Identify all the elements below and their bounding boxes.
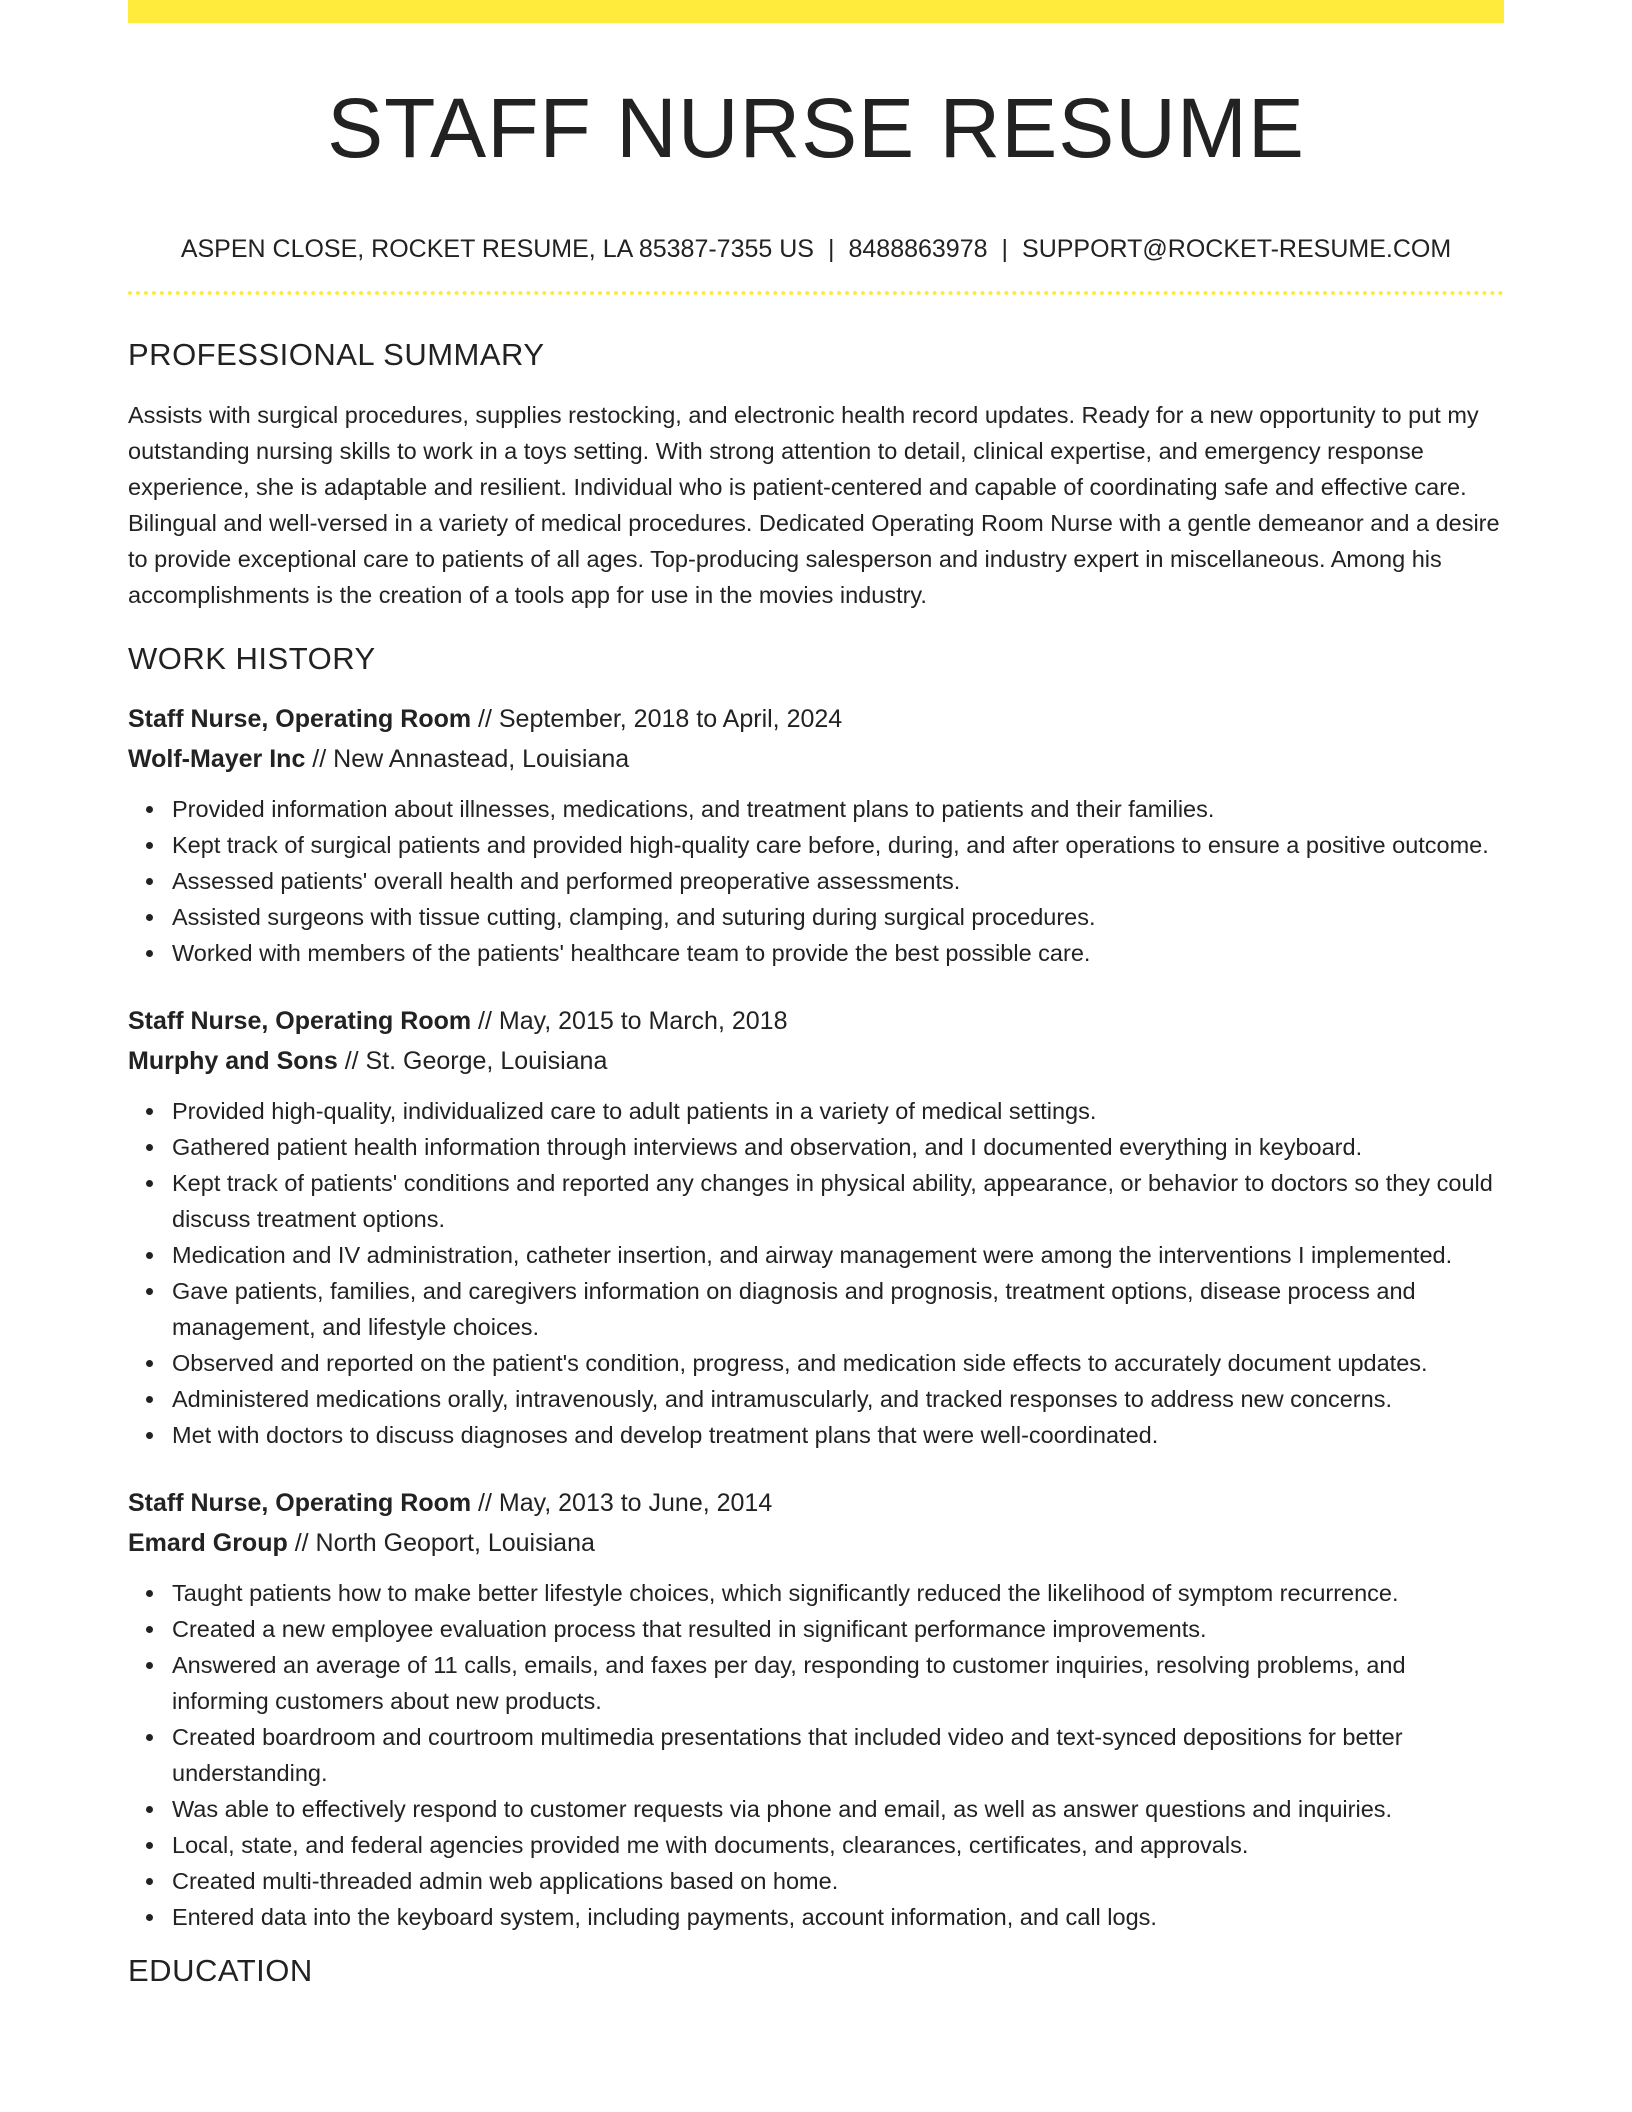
- job-bullet: Answered an average of 11 calls, emails, and faxes per day, responding to customer inquiries, resolving problems, and informing customers about new products.: [172, 1647, 1504, 1719]
- job-company-line: [128, 1041, 1504, 1081]
- job-bullet: Created multi-threaded admin web applications based on home.: [172, 1863, 1504, 1899]
- education-heading: EDUCATION: [128, 1953, 313, 1988]
- summary-text: Assists with surgical procedures, supplies restocking, and electronic health record updates. Ready for a new opportunity to put my outstanding nursing skills to work in a toys setting. With strong attention to detail, clinical expertise, and emergency response experience, she is adaptable and resilient. Individual who is patient-centered and capable of coordinating safe and effective care. Bilingual and well-versed in a variety of medical procedures. Dedicated Operating Room Nurse with a gentle demeanor and a desire to provide exceptional care to patients of all ages. Top-producing salesperson and industry expert in miscellaneous. Among his accomplishments is the creation of a tools app for use in the movies industry.: [128, 402, 1500, 608]
- job-bullet-list: [128, 1575, 1504, 1935]
- job-bullet: Provided high-quality, individualized care to adult patients in a variety of medical settings.: [172, 1093, 1504, 1129]
- job-bullet: Met with doctors to discuss diagnoses and develop treatment plans that were well-coordinated.: [172, 1417, 1504, 1453]
- job-company: Wolf-Mayer Inc: [128, 745, 306, 773]
- resume-content: [128, 0, 1504, 1991]
- job-location: // St. George, Louisiana: [344, 1047, 608, 1075]
- job-entry: [128, 1483, 1504, 1935]
- contact-address: ASPEN CLOSE, ROCKET RESUME, LA 85387-7355 US: [180, 235, 814, 263]
- job-bullet: Medication and IV administration, catheter insertion, and airway management were among the interventions I implemented.: [172, 1237, 1504, 1273]
- job-bullet: Created a new employee evaluation process that resulted in significant performance improvements.: [172, 1611, 1504, 1647]
- job-company-line: [128, 1523, 1504, 1563]
- contact-line: [128, 233, 1504, 265]
- job-bullet-list: [128, 791, 1504, 971]
- job-role: Staff Nurse, Operating Room: [128, 705, 472, 733]
- job-company-line: [128, 739, 1504, 779]
- job-bullet-list: [128, 1093, 1504, 1453]
- job-bullet: Gathered patient health information through interviews and observation, and I documented everything in keyboard.: [172, 1129, 1504, 1165]
- job-title-line: [128, 699, 1504, 739]
- job-bullet: Worked with members of the patients' healthcare team to provide the best possible care.: [172, 935, 1504, 971]
- job-bullet: Was able to effectively respond to customer requests via phone and email, as well as answer questions and inquiries.: [172, 1791, 1504, 1827]
- work-history-heading: WORK HISTORY: [128, 641, 376, 676]
- contact-email: SUPPORT@ROCKET-RESUME.COM: [1022, 235, 1452, 263]
- job-dates: // September, 2018 to April, 2024: [478, 705, 843, 733]
- contact-phone: 8488863978: [848, 235, 988, 263]
- job-company: Emard Group: [128, 1529, 288, 1557]
- job-bullet: Observed and reported on the patient's condition, progress, and medication side effects to accurately document updates.: [172, 1345, 1504, 1381]
- job-bullet: Provided information about illnesses, medications, and treatment plans to patients and their families.: [172, 791, 1504, 827]
- job-bullet: Assessed patients' overall health and performed preoperative assessments.: [172, 863, 1504, 899]
- summary-heading: PROFESSIONAL SUMMARY: [128, 337, 545, 372]
- job-bullet: Gave patients, families, and caregivers information on diagnosis and prognosis, treatment options, disease process and management, and lifestyle choices.: [172, 1273, 1504, 1345]
- job-bullet: Entered data into the keyboard system, including payments, account information, and call logs.: [172, 1899, 1504, 1935]
- job-bullet: Local, state, and federal agencies provided me with documents, clearances, certificates, and approvals.: [172, 1827, 1504, 1863]
- job-company: Murphy and Sons: [128, 1047, 338, 1075]
- job-title-line: [128, 1001, 1504, 1041]
- job-role: Staff Nurse, Operating Room: [128, 1007, 472, 1035]
- job-dates: // May, 2015 to March, 2018: [478, 1007, 788, 1035]
- job-location: // New Annastead, Louisiana: [312, 745, 630, 773]
- job-title-line: [128, 1483, 1504, 1523]
- job-entry: [128, 699, 1504, 971]
- resume-title: STAFF NURSE RESUME: [327, 81, 1305, 175]
- dotted-divider: [128, 291, 1504, 295]
- job-entry: [128, 1001, 1504, 1453]
- job-bullet: Created boardroom and courtroom multimedia presentations that included video and text-synced depositions for better understanding.: [172, 1719, 1504, 1791]
- job-bullet: Administered medications orally, intravenously, and intramuscularly, and tracked responses to address new concerns.: [172, 1381, 1504, 1417]
- job-bullet: Kept track of patients' conditions and reported any changes in physical ability, appearance, or behavior to doctors so they could discuss treatment options.: [172, 1165, 1504, 1237]
- contact-separator: |: [827, 235, 835, 263]
- contact-separator: |: [1001, 235, 1009, 263]
- job-dates: // May, 2013 to June, 2014: [478, 1489, 773, 1517]
- job-role: Staff Nurse, Operating Room: [128, 1489, 472, 1517]
- job-bullet: Kept track of surgical patients and provided high-quality care before, during, and after operations to ensure a positive outcome.: [172, 827, 1504, 863]
- job-bullet: Taught patients how to make better lifestyle choices, which significantly reduced the likelihood of symptom recurrence.: [172, 1575, 1504, 1611]
- job-location: // North Geoport, Louisiana: [294, 1529, 595, 1557]
- job-bullet: Assisted surgeons with tissue cutting, clamping, and suturing during surgical procedures.: [172, 899, 1504, 935]
